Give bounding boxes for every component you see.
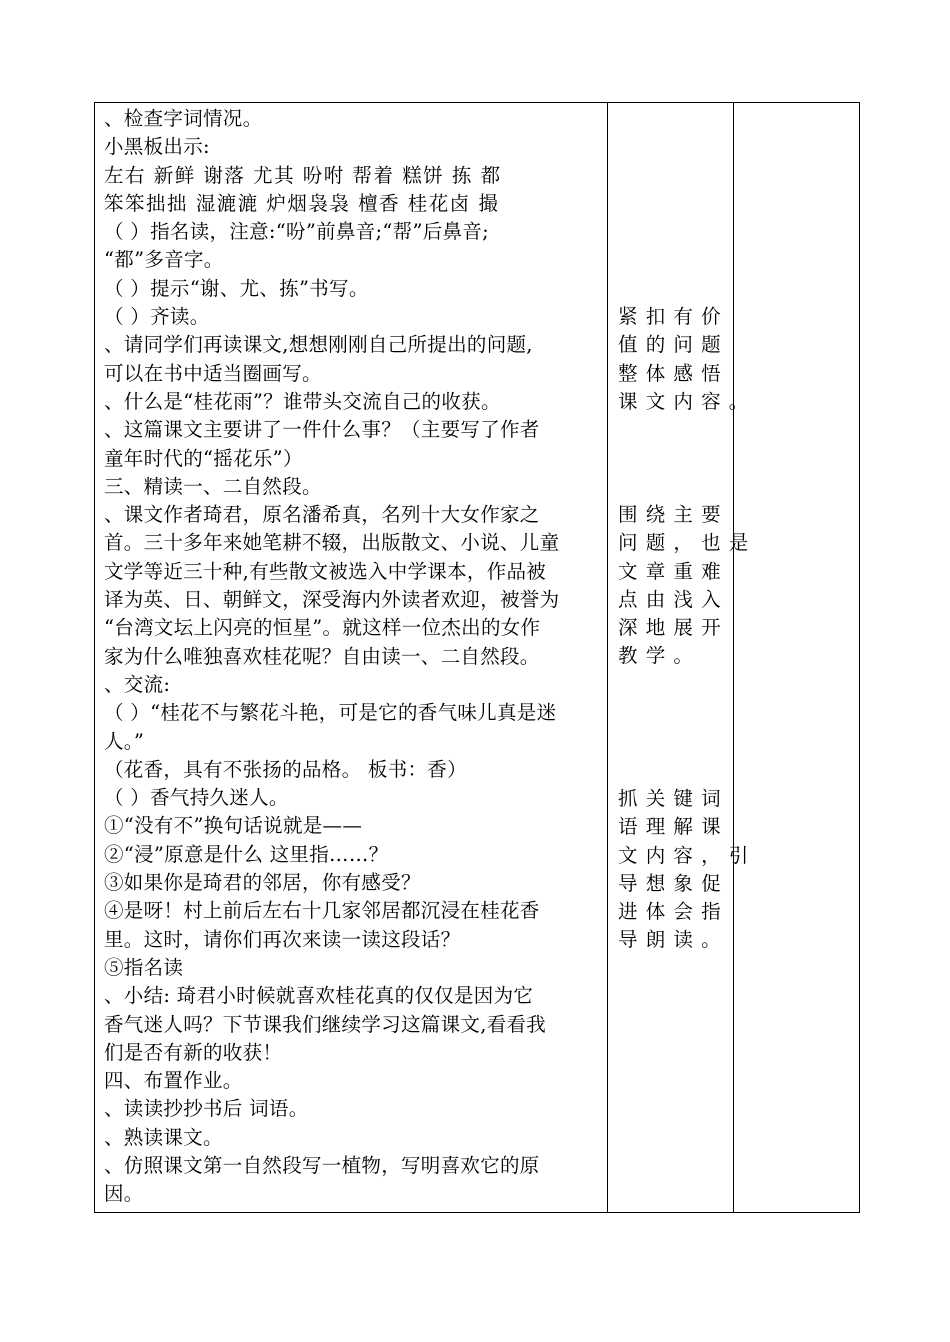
text-line: （ ）香气持久迷人。 [104,786,289,810]
note-line: 语理解课 [618,815,729,839]
design-note-2 [618,501,757,671]
text-line: 、交流: [104,672,171,696]
note-line: 围绕主要 [618,503,729,526]
text-line: （ ）齐读。 [104,305,210,329]
text-line: 、仿照课文第一自然段写一植物，写明喜欢它的原 [104,1153,540,1177]
note-line: 导朗读。 [618,928,729,952]
text-line: （ ）“桂花不与繁花斗艳，可是它的香气味儿真是迷 [104,701,557,725]
text-line: （ ）提示“谢、尤、拣”书写。 [104,276,369,300]
note-line: 抓关键词 [618,787,729,810]
text-line: ③如果你是琦君的邻居，你有感受？ [104,871,421,895]
text-line: 、小结: 琦君小时候就喜欢桂花真的仅仅是因为它 [104,984,534,1008]
note-line: 教学。 [618,644,702,668]
note-line: 文章重难 [618,559,729,583]
text-line: ②“浸”原意是什么 这里指……？ [104,842,389,866]
column-divider-2 [733,103,734,1212]
text-line: 家为什么唯独喜欢桂花呢？自由读一、二自然段。 [104,644,540,668]
text-line: 、读读抄抄书后 词语。 [104,1097,309,1121]
note-line: 文内容，引 [618,843,757,867]
text-line: 可以在书中适当圈画写。 [104,361,322,385]
text-line: 人。” [104,729,145,753]
text-line: “都”多音字。 [104,248,224,272]
text-line: ⑤指名读 [104,955,184,979]
text-line: 文学等近三十种,有些散文被选入中学课本，作品被 [104,559,547,583]
text-line: 笨笨拙拙 湿漉漉 炉烟袅袅 檀香 桂花卤 撮 [104,191,500,215]
section-heading: 三、精读一、二自然段。 [104,474,322,498]
text-line: “台湾文坛上闪亮的恒星”。就这样一位杰出的女作 [104,616,541,640]
text-line: ①“没有不”换句话说就是—— [104,814,363,838]
note-line: 紧扣有价 [618,305,729,328]
section-heading: 四、布置作业。 [104,1069,243,1093]
note-line: 进体会指 [618,900,729,924]
text-line: （ ）指名读，注意:“吩”前鼻音;“帮”后鼻音; [104,220,489,244]
note-line: 深地展开 [618,616,729,640]
text-line: 、什么是“桂花雨”？谁带头交流自己的收获。 [104,389,501,413]
note-line: 值的问题 [618,333,729,357]
note-line: 点由浅入 [618,587,729,611]
text-line: 、检查字词情况。 [104,107,263,130]
column-divider-1 [607,103,608,1212]
teaching-process-column [104,105,602,1209]
text-line: 们是否有新的收获！ [104,1040,283,1064]
text-line: 因。 [104,1182,144,1206]
text-line: （花香，具有不张扬的品格。 板书：香） [104,757,467,781]
text-line: ④是呀！村上前后左右十几家邻居都沉浸在桂花香 [104,899,540,923]
text-line: 左右 新鲜 谢落 尤其 吩咐 帮着 糕饼 拣 都 [104,163,502,187]
text-line: 小黑板出示: [104,135,210,159]
text-line: 译为英、日、朝鲜文，深受海内外读者欢迎，被誉为 [104,588,560,612]
note-line: 导想象促 [618,871,729,895]
text-line: 、请同学们再读课文,想想刚刚自己所提出的问题, [104,333,533,357]
text-line: 、熟读课文。 [104,1125,223,1149]
text-line: 、这篇课文主要讲了一件什么事？（主要写了作者 [104,418,540,442]
lesson-plan-table [94,102,860,1213]
text-line: 、课文作者琦君，原名潘希真，名列十大女作家之 [104,503,540,527]
text-line: 香气迷人吗？下节课我们继续学习这篇课文,看看我 [104,1012,547,1036]
text-line: 里。这时，请你们再次来读一读这段话？ [104,927,461,951]
note-line: 整体感悟 [618,361,729,385]
text-line: 童年时代的“摇花乐”） [104,446,303,470]
note-line: 问题，也是 [618,531,757,555]
note-line: 课文内容。 [618,389,757,413]
text-line: 首。三十多年来她笔耕不辍，出版散文、小说、儿童 [104,531,560,555]
design-note-3 [618,785,757,955]
design-note-1 [618,303,757,416]
